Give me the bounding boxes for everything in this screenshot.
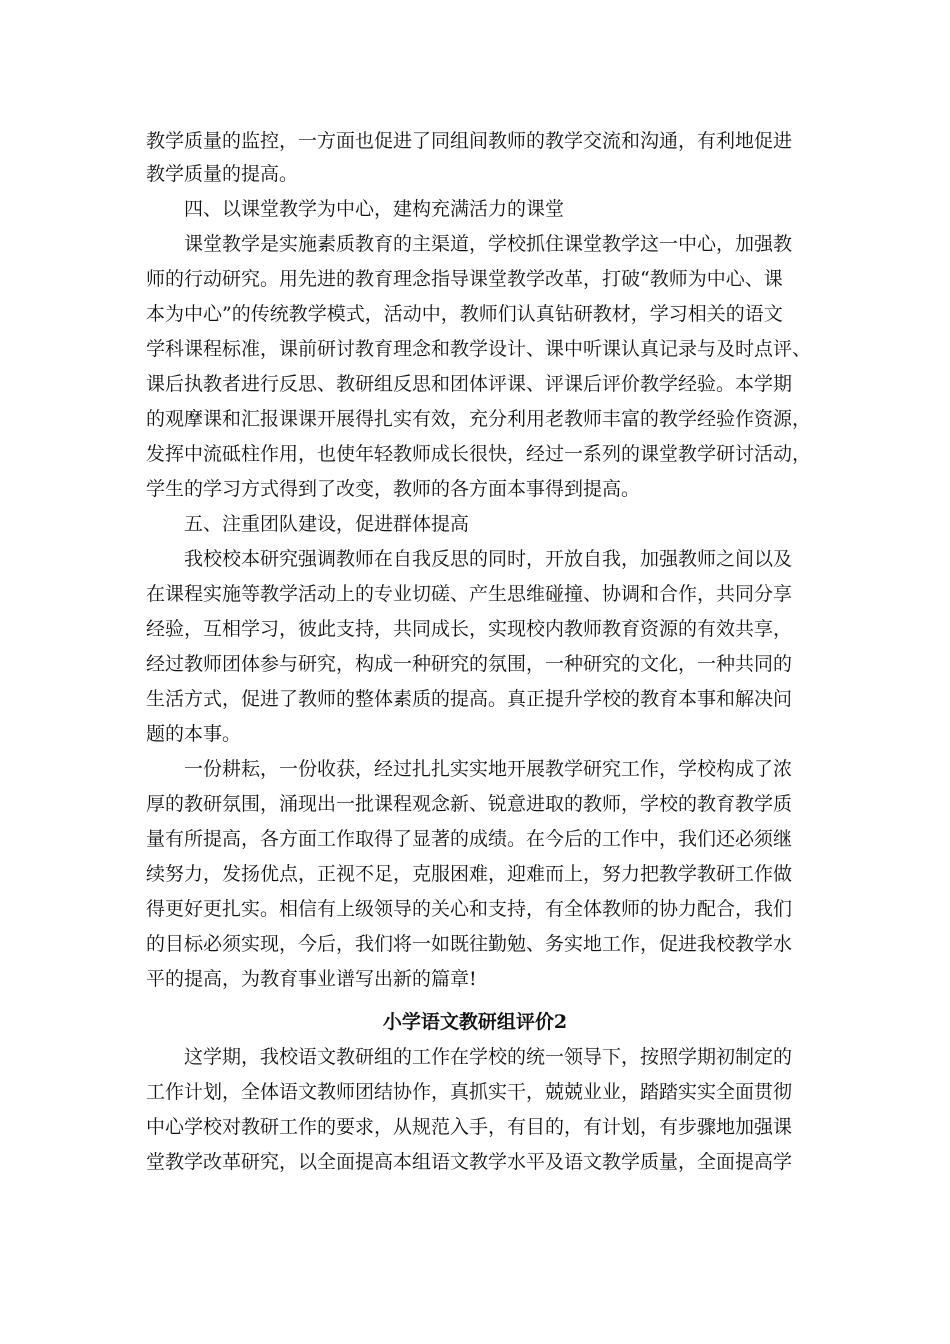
body-text-line: 平的提高，为教育事业谱写出新的篇章! (146, 968, 477, 990)
body-text-line: 学科课程标准，课前研讨教育理念和教学设计、课中听课认真记录与及时点评、 (146, 338, 812, 360)
document-title: 小学语文教研组评价2 (382, 1011, 568, 1033)
body-text-line: 这学期，我校语文教研组的工作在学校的统一领导下，按照学期初制定的 (184, 1046, 793, 1068)
body-text-line: 师的行动研究。用先进的教育理念指导课堂教学改革，打破“教师为中心、课 (146, 268, 783, 290)
body-text-line: 经验，互相学习，彼此支持，共同成长，实现校内教师教育资源的有效共享， (146, 618, 793, 640)
body-text-line: 教学质量的监控，一方面也促进了同组间教师的教学交流和沟通，有利地促进 (146, 130, 793, 152)
section-heading: 四、以课堂教学为中心，建构充满活力的课堂 (184, 198, 565, 220)
body-text-line: 我校校本研究强调教师在自我反思的同时，开放自我，加强教师之间以及 (184, 548, 793, 570)
body-text-line: 一份耕耘，一份收获，经过扎扎实实地开展教学研究工作，学校构成了浓 (184, 758, 793, 780)
body-text-line: 的观摩课和汇报课课开展得扎实有效，充分利用老教师丰富的教学经验作资源， (146, 408, 812, 430)
body-text-line: 量有所提高，各方面工作取得了显著的成绩。在今后的工作中，我们还必须继 (146, 828, 793, 850)
body-text-line: 课后执教者进行反思、教研组反思和团体评课、评课后评价教学经验。本学期 (146, 373, 793, 395)
body-text-line: 学生的学习方式得到了改变，教师的各方面本事得到提高。 (146, 478, 641, 500)
body-text-line: 在课程实施等教学活动上的专业切磋、产生思维碰撞、协调和合作，共同分享 (146, 583, 793, 605)
body-text-line: 厚的教研氛围，涌现出一批课程观念新、锐意进取的教师，学校的教育教学质 (146, 793, 793, 815)
body-text-line: 续努力，发扬优点，正视不足，克服困难，迎难而上，努力把教学教研工作做 (146, 863, 793, 885)
body-text-line: 中心学校对教研工作的要求，从规范入手，有目的，有计划，有步骤地加强课 (146, 1116, 793, 1138)
section-heading: 五、注重团队建设，促进群体提高 (184, 513, 470, 535)
body-text-line: 发挥中流砥柱作用，也使年轻教师成长很快，经过一系列的课堂教学研讨活动， (146, 443, 812, 465)
body-text-line: 堂教学改革研究，以全面提高本组语文教学水平及语文教学质量，全面提高学 (146, 1151, 793, 1173)
body-text-line: 题的本事。 (146, 723, 242, 745)
body-text-line: 本为中心”的传统教学模式，活动中，教师们认真钻研教材，学习相关的语文 (146, 303, 783, 325)
body-text-line: 生活方式，促进了教师的整体素质的提高。真正提升学校的教育本事和解决问 (146, 688, 793, 710)
body-text-line: 课堂教学是实施素质教育的主渠道，学校抓住课堂教学这一中心，加强教 (184, 233, 793, 255)
body-text-line: 的目标必须实现，今后，我们将一如既往勤勉、务实地工作，促进我校教学水 (146, 933, 793, 955)
body-text-line: 教学质量的提高。 (146, 163, 299, 185)
body-text-line: 得更好更扎实。相信有上级领导的关心和支持，有全体教师的协力配合，我们 (146, 898, 793, 920)
body-text-line: 工作计划，全体语文教师团结协作，真抓实干，兢兢业业，踏踏实实全面贯彻 (146, 1081, 793, 1103)
body-text-line: 经过教师团体参与研究，构成一种研究的氛围，一种研究的文化，一种共同的 (146, 653, 793, 675)
